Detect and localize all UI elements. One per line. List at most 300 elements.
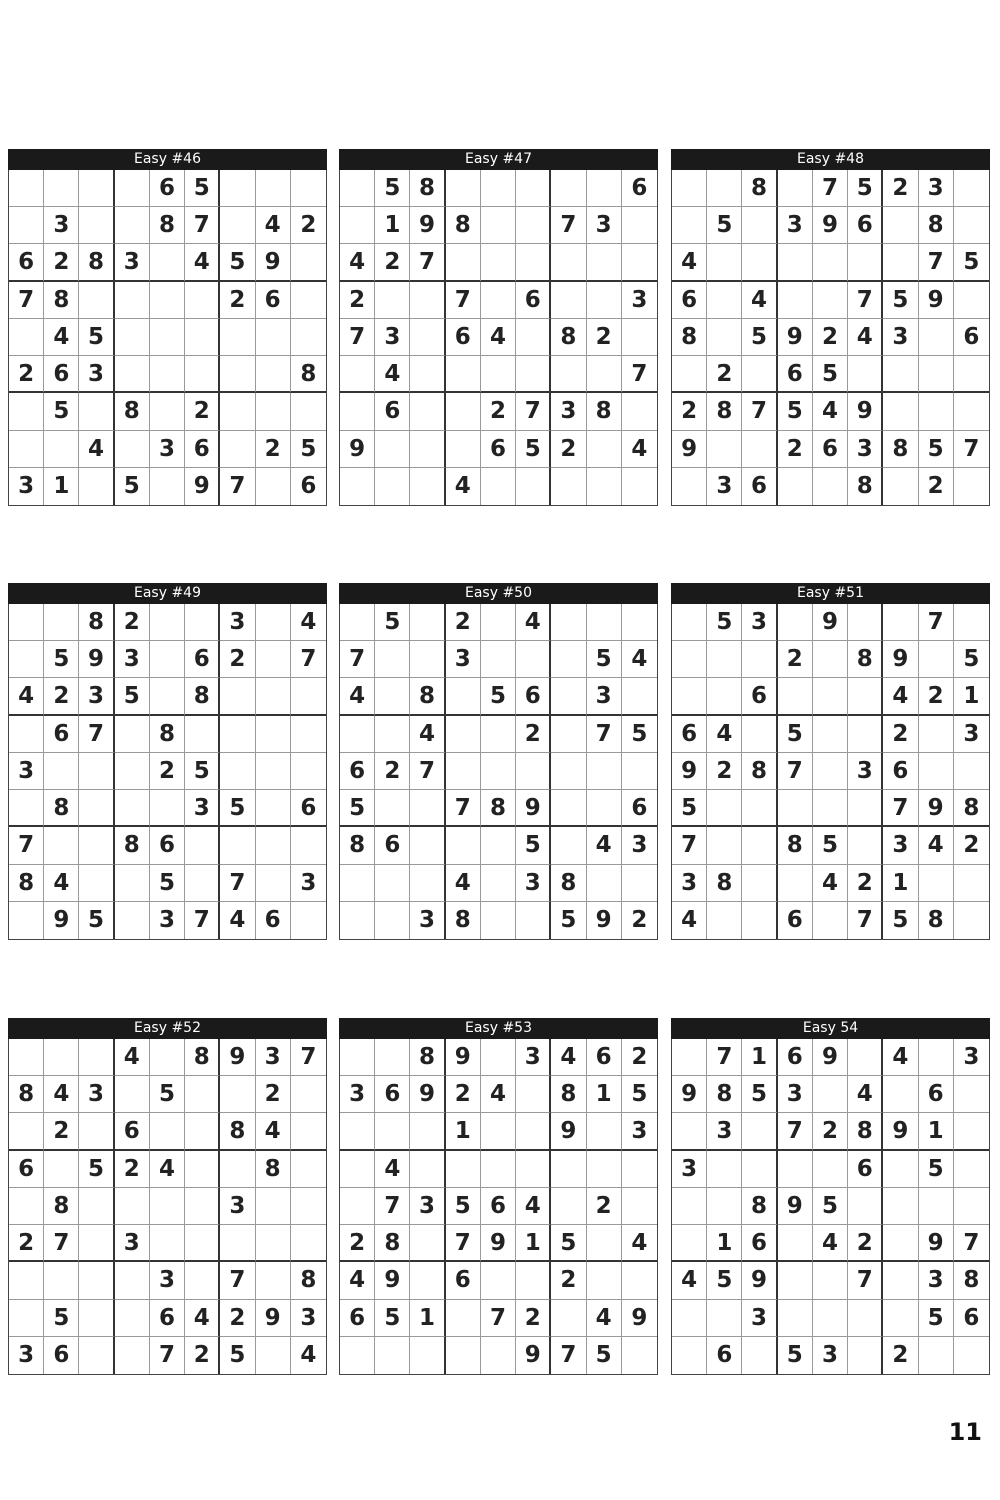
sudoku-cell [516, 902, 551, 939]
sudoku-cell [375, 1039, 410, 1076]
sudoku-cell [551, 790, 586, 827]
sudoku-cell: 3 [150, 431, 185, 468]
sudoku-cell [410, 1337, 445, 1374]
sudoku-cell [291, 1188, 326, 1225]
sudoku-cell [375, 1337, 410, 1374]
puzzle-title: Easy #51 [671, 583, 990, 604]
sudoku-cell: 6 [587, 1039, 622, 1076]
sudoku-cell [410, 641, 445, 678]
sudoku-cell [256, 865, 291, 902]
sudoku-cell: 4 [742, 282, 777, 319]
sudoku-cell [848, 678, 883, 715]
sudoku-cell: 5 [778, 393, 813, 430]
sudoku-cell [375, 468, 410, 505]
sudoku-cell: 8 [44, 282, 79, 319]
sudoku-cell: 5 [778, 1337, 813, 1374]
sudoku-cell [44, 753, 79, 790]
sudoku-cell: 5 [150, 865, 185, 902]
sudoku-cell [256, 393, 291, 430]
sudoku-cell [256, 716, 291, 753]
sudoku-cell: 7 [587, 716, 622, 753]
sudoku-cell [481, 902, 516, 939]
sudoku-cell [516, 468, 551, 505]
sudoku-cell [256, 1262, 291, 1299]
sudoku-cell: 2 [44, 244, 79, 281]
sudoku-grid [671, 170, 990, 506]
sudoku-cell: 3 [446, 641, 481, 678]
sudoku-cell: 8 [150, 207, 185, 244]
sudoku-puzzle [339, 583, 658, 940]
sudoku-cell: 8 [410, 170, 445, 207]
sudoku-cell [622, 468, 657, 505]
sudoku-cell [340, 393, 375, 430]
sudoku-cell: 5 [340, 790, 375, 827]
sudoku-cell [481, 1039, 516, 1076]
sudoku-cell: 6 [150, 1300, 185, 1337]
sudoku-cell [778, 282, 813, 319]
sudoku-cell [410, 827, 445, 864]
sudoku-puzzle [8, 149, 327, 506]
sudoku-cell: 6 [44, 1337, 79, 1374]
sudoku-cell [291, 1225, 326, 1262]
sudoku-cell: 3 [150, 1262, 185, 1299]
sudoku-cell [446, 244, 481, 281]
sudoku-cell [446, 678, 481, 715]
sudoku-cell: 8 [446, 207, 481, 244]
sudoku-cell [587, 1262, 622, 1299]
sudoku-cell: 7 [778, 753, 813, 790]
sudoku-cell: 7 [954, 1225, 989, 1262]
sudoku-cell: 5 [44, 393, 79, 430]
sudoku-cell: 2 [340, 1225, 375, 1262]
sudoku-cell [954, 1113, 989, 1150]
sudoku-cell [410, 790, 445, 827]
sudoku-cell [883, 1262, 918, 1299]
sudoku-puzzle [671, 1018, 990, 1375]
sudoku-cell: 7 [742, 393, 777, 430]
sudoku-cell [9, 716, 44, 753]
sudoku-cell: 3 [220, 604, 255, 641]
sudoku-cell [919, 865, 954, 902]
sudoku-cell: 2 [622, 1039, 657, 1076]
sudoku-cell: 6 [300, 473, 317, 500]
sudoku-cell [220, 170, 255, 207]
sudoku-cell: 8 [44, 1188, 79, 1225]
sudoku-cell: 6 [375, 827, 410, 864]
sudoku-cell [185, 356, 220, 393]
sudoku-cell: 2 [587, 1188, 622, 1225]
sudoku-cell: 4 [44, 1076, 79, 1113]
sudoku-cell: 6 [778, 356, 813, 393]
sudoku-cell [954, 170, 989, 207]
sudoku-cell [742, 1151, 777, 1188]
sudoku-cell: 3 [622, 1113, 657, 1150]
sudoku-cell [551, 356, 586, 393]
sudoku-cell: 5 [551, 1225, 586, 1262]
sudoku-cell: 9 [919, 282, 954, 319]
sudoku-cell: 1 [44, 468, 79, 505]
sudoku-cell [848, 1300, 883, 1337]
sudoku-cell [150, 468, 185, 505]
sudoku-cell [185, 716, 220, 753]
sudoku-cell: 7 [291, 1039, 326, 1076]
sudoku-cell: 7 [185, 207, 220, 244]
sudoku-cell: 6 [481, 1188, 516, 1225]
sudoku-cell [551, 468, 586, 505]
sudoku-cell [410, 865, 445, 902]
sudoku-cell: 2 [919, 678, 954, 715]
sudoku-cell [954, 604, 989, 641]
sudoku-cell: 1 [742, 1039, 777, 1076]
sudoku-cell: 2 [375, 244, 410, 281]
sudoku-cell: 3 [672, 1151, 707, 1188]
sudoku-cell [79, 1337, 114, 1374]
sudoku-cell: 2 [516, 1300, 551, 1337]
sudoku-cell [672, 1300, 707, 1337]
sudoku-cell [220, 1076, 255, 1113]
sudoku-cell [551, 244, 586, 281]
sudoku-cell: 5 [516, 431, 551, 468]
sudoku-cell [778, 244, 813, 281]
sudoku-cell: 5 [707, 207, 742, 244]
puzzle-title: Easy #52 [8, 1018, 327, 1039]
sudoku-cell: 8 [44, 790, 79, 827]
sudoku-cell [954, 1151, 989, 1188]
sudoku-cell [587, 282, 622, 319]
sudoku-cell: 8 [551, 319, 586, 356]
sudoku-cell: 6 [446, 1262, 481, 1299]
sudoku-cell: 2 [707, 753, 742, 790]
sudoku-cell [79, 1113, 114, 1150]
sudoku-cell: 1 [516, 1225, 551, 1262]
sudoku-cell [9, 1188, 44, 1225]
sudoku-cell [516, 1113, 551, 1150]
sudoku-cell [256, 753, 291, 790]
sudoku-cell [516, 207, 551, 244]
sudoku-cell [481, 244, 516, 281]
sudoku-cell: 8 [340, 827, 375, 864]
sudoku-cell [672, 641, 707, 678]
sudoku-cell [375, 790, 410, 827]
sudoku-cell [340, 356, 375, 393]
sudoku-cell: 7 [919, 604, 954, 641]
sudoku-cell [516, 319, 551, 356]
sudoku-cell [672, 1113, 707, 1150]
sudoku-cell: 8 [742, 170, 777, 207]
puzzle-title: Easy #53 [339, 1018, 658, 1039]
sudoku-cell: 4 [340, 1262, 375, 1299]
sudoku-cell [883, 393, 918, 430]
sudoku-cell [481, 1262, 516, 1299]
sudoku-cell [742, 865, 777, 902]
sudoku-cell: 6 [375, 1076, 410, 1113]
sudoku-cell [707, 244, 742, 281]
sudoku-cell [587, 1113, 622, 1150]
sudoku-cell: 8 [848, 1113, 883, 1150]
sudoku-cell [813, 468, 848, 505]
sudoku-cell [813, 244, 848, 281]
sudoku-cell [883, 1225, 918, 1262]
sudoku-cell: 2 [185, 1337, 220, 1374]
sudoku-cell: 7 [848, 902, 883, 939]
sudoku-cell: 6 [256, 902, 291, 939]
sudoku-cell: 5 [79, 902, 114, 939]
sudoku-cell [9, 1300, 44, 1337]
sudoku-cell: 8 [9, 865, 44, 902]
sudoku-cell: 6 [150, 170, 185, 207]
sudoku-cell: 7 [220, 468, 255, 505]
sudoku-cell [446, 827, 481, 864]
sudoku-puzzle [339, 1018, 658, 1375]
sudoku-cell [256, 170, 291, 207]
sudoku-cell [44, 604, 79, 641]
sudoku-cell [446, 431, 481, 468]
sudoku-cell [587, 431, 622, 468]
sudoku-cell [672, 468, 707, 505]
sudoku-cell: 9 [919, 1225, 954, 1262]
sudoku-cell: 2 [813, 1113, 848, 1150]
sudoku-cell [883, 244, 918, 281]
sudoku-cell: 5 [44, 641, 79, 678]
sudoku-cell [954, 1076, 989, 1113]
sudoku-cell: 5 [516, 827, 551, 864]
sudoku-cell: 8 [919, 902, 954, 939]
sudoku-cell [9, 170, 44, 207]
sudoku-cell: 9 [44, 902, 79, 939]
sudoku-cell: 9 [672, 1076, 707, 1113]
sudoku-cell [707, 1300, 742, 1337]
sudoku-cell: 3 [516, 1039, 551, 1076]
sudoku-cell [848, 1188, 883, 1225]
sudoku-cell: 3 [742, 604, 777, 641]
sudoku-grid [339, 170, 658, 506]
sudoku-cell: 2 [9, 1225, 44, 1262]
sudoku-cell: 3 [410, 1188, 445, 1225]
sudoku-cell: 4 [256, 1113, 291, 1150]
sudoku-cell [291, 282, 326, 319]
sudoku-cell [9, 319, 44, 356]
sudoku-cell [410, 282, 445, 319]
sudoku-cell [375, 716, 410, 753]
sudoku-cell [954, 1337, 989, 1374]
sudoku-cell: 6 [742, 468, 777, 505]
sudoku-cell: 9 [672, 753, 707, 790]
sudoku-cell: 7 [848, 282, 883, 319]
sudoku-cell [551, 604, 586, 641]
sudoku-cell: 5 [115, 468, 150, 505]
sudoku-cell: 8 [883, 431, 918, 468]
sudoku-cell [446, 1337, 481, 1374]
sudoku-cell [481, 753, 516, 790]
sudoku-cell [340, 1151, 375, 1188]
sudoku-cell: 8 [9, 1076, 44, 1113]
sudoku-cell [150, 1039, 185, 1076]
sudoku-grid [8, 604, 327, 940]
sudoku-cell [9, 641, 44, 678]
sudoku-cell [919, 319, 954, 356]
sudoku-cell: 5 [291, 431, 326, 468]
puzzle-title: Easy 54 [671, 1018, 990, 1039]
sudoku-cell [813, 282, 848, 319]
sudoku-cell: 9 [813, 207, 848, 244]
sudoku-cell [551, 170, 586, 207]
sudoku-cell: 2 [375, 753, 410, 790]
sudoku-cell: 5 [115, 678, 150, 715]
sudoku-cell [742, 1113, 777, 1150]
sudoku-cell [340, 1188, 375, 1225]
sudoku-cell [44, 1262, 79, 1299]
sudoku-cell: 9 [256, 244, 291, 281]
sudoku-cell [150, 678, 185, 715]
sudoku-cell: 5 [707, 1262, 742, 1299]
sudoku-cell [516, 356, 551, 393]
sudoku-cell [410, 1262, 445, 1299]
sudoku-cell [813, 716, 848, 753]
sudoku-cell: 3 [291, 1300, 326, 1337]
sudoku-cell: 4 [340, 678, 375, 715]
sudoku-cell [9, 1039, 44, 1076]
sudoku-cell: 3 [44, 207, 79, 244]
sudoku-cell [919, 1337, 954, 1374]
sudoku-cell: 9 [516, 1337, 551, 1374]
sudoku-cell: 9 [919, 790, 954, 827]
sudoku-cell: 2 [883, 1337, 918, 1374]
sudoku-cell: 4 [587, 827, 622, 864]
sudoku-cell [79, 865, 114, 902]
sudoku-cell [446, 716, 481, 753]
sudoku-cell: 5 [622, 1076, 657, 1113]
sudoku-cell: 9 [516, 790, 551, 827]
sudoku-cell [587, 244, 622, 281]
sudoku-cell: 2 [115, 1151, 150, 1188]
sudoku-cell: 8 [848, 641, 883, 678]
sudoku-cell [954, 753, 989, 790]
sudoku-cell [707, 678, 742, 715]
sudoku-puzzle [8, 1018, 327, 1375]
sudoku-cell [375, 431, 410, 468]
sudoku-cell: 6 [742, 1225, 777, 1262]
sudoku-cell [256, 1188, 291, 1225]
sudoku-cell [185, 1151, 220, 1188]
sudoku-cell: 4 [446, 468, 481, 505]
sudoku-cell: 3 [707, 468, 742, 505]
sudoku-cell [587, 753, 622, 790]
sudoku-cell: 3 [551, 393, 586, 430]
sudoku-cell [481, 468, 516, 505]
sudoku-cell [79, 207, 114, 244]
sudoku-cell [291, 1076, 326, 1113]
sudoku-cell [79, 468, 114, 505]
sudoku-cell [481, 641, 516, 678]
sudoku-puzzle [8, 583, 327, 940]
sudoku-cell [291, 678, 326, 715]
sudoku-cell [622, 207, 657, 244]
sudoku-cell [291, 244, 326, 281]
sudoku-cell: 3 [813, 1337, 848, 1374]
sudoku-cell: 7 [9, 827, 44, 864]
sudoku-cell [848, 790, 883, 827]
sudoku-cell: 7 [551, 207, 586, 244]
sudoku-cell: 7 [516, 393, 551, 430]
sudoku-cell: 6 [44, 716, 79, 753]
sudoku-cell: 3 [778, 1076, 813, 1113]
sudoku-cell [919, 753, 954, 790]
sudoku-cell: 4 [813, 393, 848, 430]
sudoku-cell: 1 [707, 1225, 742, 1262]
sudoku-cell [44, 431, 79, 468]
sudoku-cell: 3 [587, 678, 622, 715]
sudoku-cell: 6 [848, 1151, 883, 1188]
sudoku-cell: 5 [220, 244, 255, 281]
sudoku-cell: 8 [185, 678, 220, 715]
sudoku-cell: 5 [742, 319, 777, 356]
sudoku-cell [707, 319, 742, 356]
sudoku-cell [256, 319, 291, 356]
sudoku-cell: 3 [622, 282, 657, 319]
sudoku-cell [587, 604, 622, 641]
sudoku-cell [813, 902, 848, 939]
sudoku-cell [481, 1337, 516, 1374]
sudoku-cell: 5 [79, 319, 114, 356]
sudoku-cell [340, 468, 375, 505]
sudoku-cell [954, 282, 989, 319]
sudoku-cell: 5 [44, 1300, 79, 1337]
sudoku-cell [185, 865, 220, 902]
sudoku-cell: 9 [778, 1188, 813, 1225]
sudoku-cell [622, 678, 657, 715]
sudoku-cell: 7 [340, 319, 375, 356]
sudoku-cell: 3 [622, 827, 657, 864]
sudoku-cell [672, 1039, 707, 1076]
sudoku-cell [516, 1076, 551, 1113]
sudoku-cell [481, 207, 516, 244]
sudoku-cell [185, 319, 220, 356]
sudoku-cell: 6 [516, 678, 551, 715]
sudoku-cell: 6 [813, 431, 848, 468]
sudoku-cell: 2 [707, 356, 742, 393]
sudoku-cell [44, 827, 79, 864]
sudoku-cell: 9 [256, 1300, 291, 1337]
sudoku-cell [291, 319, 326, 356]
sudoku-cell: 7 [220, 865, 255, 902]
sudoku-cell: 4 [622, 641, 657, 678]
sudoku-cell [778, 604, 813, 641]
sudoku-cell [150, 356, 185, 393]
sudoku-cell [848, 1039, 883, 1076]
sudoku-cell: 3 [707, 1113, 742, 1150]
sudoku-cell [220, 678, 255, 715]
sudoku-cell: 9 [79, 641, 114, 678]
sudoku-cell: 7 [9, 282, 44, 319]
sudoku-cell: 8 [551, 865, 586, 902]
sudoku-cell [79, 827, 114, 864]
sudoku-cell: 4 [300, 1342, 317, 1369]
sudoku-cell [481, 827, 516, 864]
sudoku-cell [778, 1262, 813, 1299]
sudoku-cell [256, 356, 291, 393]
sudoku-cell: 2 [516, 716, 551, 753]
sudoku-cell [813, 1262, 848, 1299]
sudoku-cell: 7 [150, 1337, 185, 1374]
sudoku-cell [813, 1300, 848, 1337]
sudoku-cell [291, 170, 326, 207]
sudoku-cell [291, 1113, 326, 1150]
sudoku-cell [883, 207, 918, 244]
sudoku-cell [883, 468, 918, 505]
sudoku-cell [9, 902, 44, 939]
sudoku-cell [742, 827, 777, 864]
sudoku-cell [79, 1225, 114, 1262]
